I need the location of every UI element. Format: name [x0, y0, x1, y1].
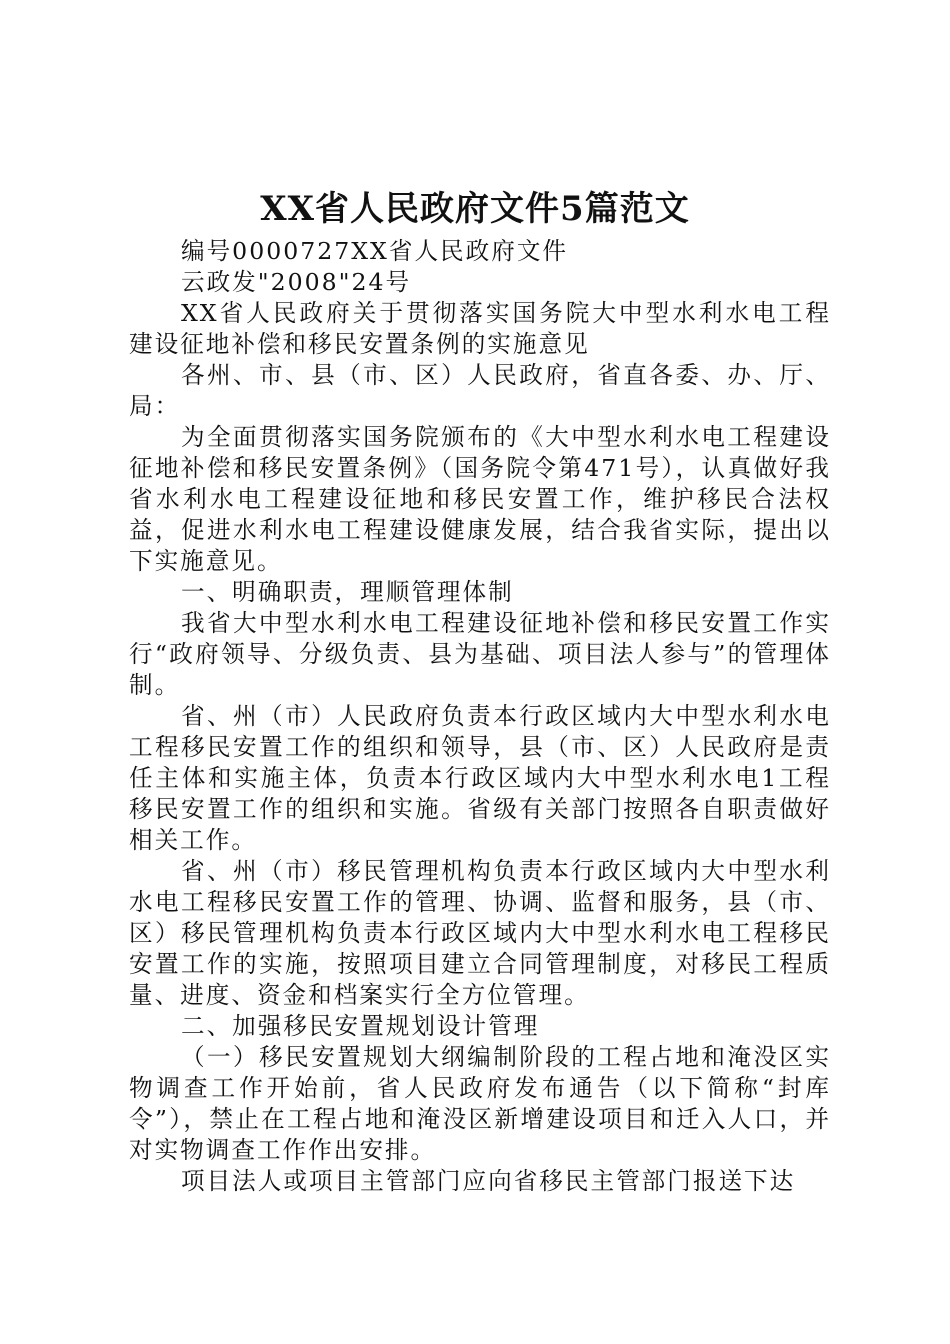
paragraph-management-system: 我省大中型水利水电工程建设征地补偿和移民安置工作实行“政府领导、分级负责、县为基础、项目法人参与”的管理体制。: [129, 609, 831, 699]
paragraph-doc-number: 编号0000727XX省人民政府文件: [181, 237, 569, 265]
paragraph-agency-duties: 省、州（市）移民管理机构负责本行政区域内大中型水利水电工程移民安置工作的管理、协调、监督和服务，县（市、区）移民管理机构负责本行政区域内大中型水利水电工程移民安置工作的实施，按照项目建立合同管理制度，对移民工程质量、进度、资金和档案实行全方位管理。: [129, 857, 831, 1009]
paragraph-issue-number: 云政发"2008"24号: [181, 268, 412, 296]
paragraph-project-owner: 项目法人或项目主管部门应向省移民主管部门报送下达: [181, 1167, 796, 1195]
paragraph-addressees: 各州、市、县（市、区）人民政府，省直各委、办、厅、局：: [129, 361, 831, 420]
section-heading-2: 二、加强移民安置规划设计管理: [181, 1012, 540, 1040]
paragraph-subject: XX省人民政府关于贯彻落实国务院大中型水利水电工程建设征地补偿和移民安置条例的实施意见: [129, 299, 831, 358]
paragraph-government-duties: 省、州（市）人民政府负责本行政区域内大中型水利水电工程移民安置工作的组织和领导，县（市、区）人民政府是责任主体和实施主体，负责本行政区域内大中型水利水电1工程移民安置工作的组织和实施。省级有关部门按照各自职责做好相关工作。: [129, 702, 831, 854]
document-body: [129, 236, 831, 1197]
section-heading-1: 一、明确职责，理顺管理体制: [181, 578, 514, 606]
paragraph-intro: 为全面贯彻落实国务院颁布的《大中型水利水电工程建设征地补偿和移民安置条例》（国务院令第471号），认真做好我省水利水电工程建设征地和移民安置工作，维护移民合法权益，促进水利水电工程建设健康发展，结合我省实际，提出以下实施意见。: [129, 423, 831, 575]
document-title: XX省人民政府文件5篇范文: [260, 189, 690, 229]
paragraph-planning-notice: （一）移民安置规划大纲编制阶段的工程占地和淹没区实物调查工作开始前，省人民政府发布通告（以下简称“封库令”），禁止在工程占地和淹没区新增建设项目和迁入人口，并对实物调查工作作出安排。: [129, 1043, 831, 1164]
